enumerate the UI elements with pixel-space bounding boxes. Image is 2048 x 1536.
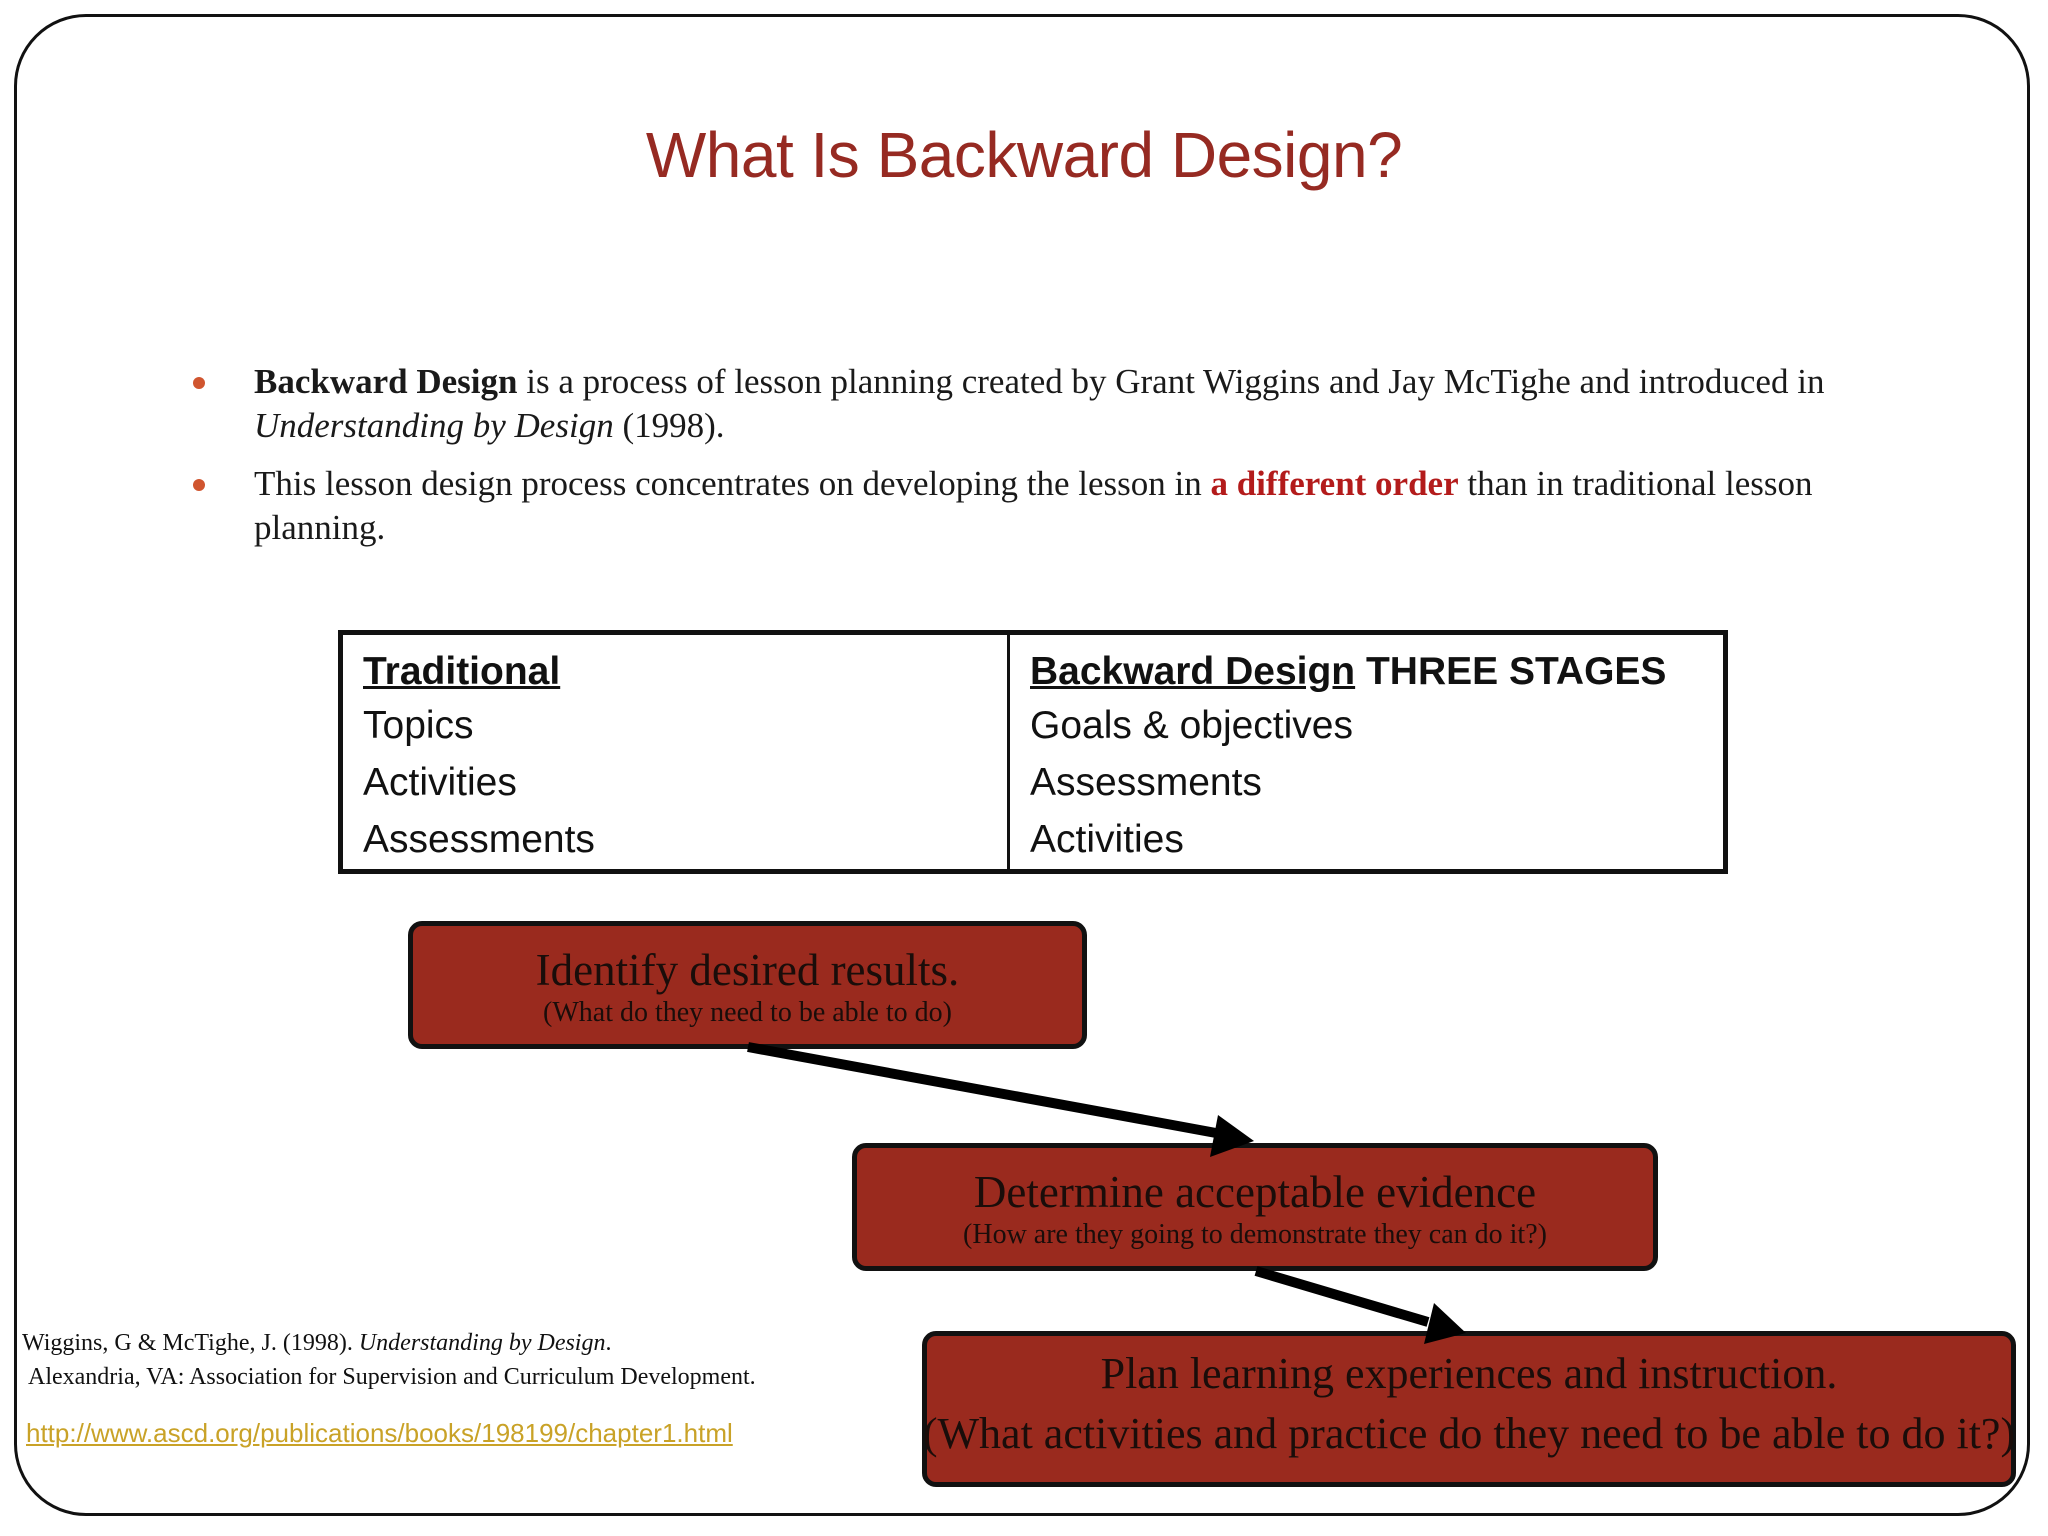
bullet-2-text: This lesson design process concentrates on developing the lesson in [254,464,1211,503]
stage-3-subtitle: (What activities and practice do they need to be able to do it?) [922,1409,2016,1458]
citation-line-2: Alexandria, VA: Association for Supervision and Curriculum Development. [28,1364,756,1390]
bullet-2-text-end: than in traditional lesson planning. [254,464,1813,547]
emphasis-different-order: a different order [1210,464,1459,503]
backward-heading: Backward Design THREE STAGES [1030,650,1667,693]
traditional-item: Assessments [363,818,595,861]
stage-1-title: Identify desired results. [535,945,960,995]
slide-title: What Is Backward Design? [645,119,1403,191]
traditional-heading: Traditional [363,650,561,693]
backward-item: Assessments [1030,761,1262,804]
stage-3-title: Plan learning experiences and instruction. [1100,1349,1838,1398]
stage-2-subtitle: (How are they going to demonstrate they can do it?) [963,1219,1547,1250]
stage-1-subtitle: (What do they need to be able to do) [543,997,952,1028]
backward-item: Activities [1030,818,1184,861]
traditional-item: Activities [363,761,517,804]
backward-item: Goals & objectives [1030,704,1353,747]
bullet-1-year: (1998). [613,406,725,445]
citation [22,1326,756,1394]
book-title: Understanding by Design [254,406,614,445]
arrow-2-icon [1256,1271,1466,1344]
citation-line-1: Wiggins, G & McTighe, J. (1998). Understanding by Design. [22,1330,612,1356]
stage-2-title: Determine acceptable evidence [973,1167,1537,1217]
term-backward-design: Backward Design [254,362,518,401]
source-link[interactable]: http://www.ascd.org/publications/books/198199/chapter1.html [26,1418,733,1448]
arrow-1-icon [748,1047,1254,1157]
bullet-1-text: is a process of lesson planning created by Grant Wiggins and Jay McTighe and introduced in [517,362,1825,401]
traditional-item: Topics [363,704,474,747]
